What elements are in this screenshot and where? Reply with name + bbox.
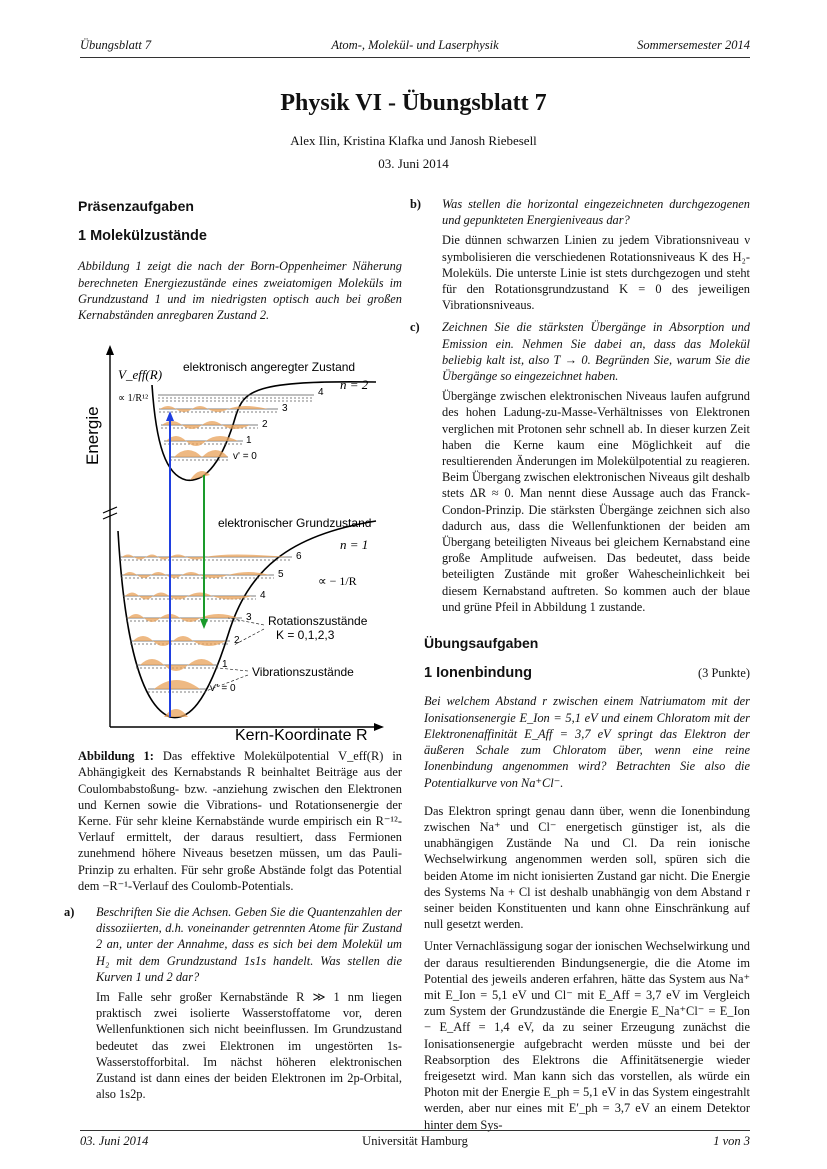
task-a-label: a) xyxy=(64,905,75,920)
header-center: Atom-, Molekül- und Laserphysik xyxy=(331,38,499,52)
r1-label: ∝ − 1/R xyxy=(318,574,357,589)
figure-potential-curves xyxy=(78,335,402,740)
task-b-label: b) xyxy=(410,197,422,211)
absorption-arrow-icon xyxy=(166,411,174,421)
label-leader-lines xyxy=(206,618,264,691)
header-left: Übungsblatt 7 xyxy=(80,38,152,52)
upper-potential-curve xyxy=(152,382,376,480)
upper-wavefunctions xyxy=(160,406,268,480)
emission-arrow-icon xyxy=(200,619,208,629)
task-b-answer: Die dünnen schwarzen Linien zu jedem Vibrationsniveau ν symbolisieren die verschiedenen Rotationsniveaus K des H₂-Moleküls. Die unterste Linie ist stets durchgezogen und steht für den Rotationsgrundzustand K = 0 des jeweiligen Vibrationsniveaus. xyxy=(442,233,750,313)
figure-caption xyxy=(78,748,402,894)
task-b-question: Was stellen die horizontal eingezeichneten durchgezogenen und gepunkteten Energieniveaus dar? xyxy=(442,197,750,228)
praesenz-heading: Präsenzaufgaben xyxy=(78,198,194,214)
section-1-heading: 1 Molekülzustände xyxy=(78,228,207,245)
task-c-question: Zeichnen Sie die stärksten Übergänge in Absorption und Emission ein. Nehmen Sie dabei an, dass das Molekül beliebig kalt ist, also T → 0. Begründen Sie, warum Sie die Übergänge so eingezeichnet haben. xyxy=(442,320,750,384)
ionenbindung-answer-2: Unter Vernachlässigung sogar der ionischen Wechselwirkung und der daraus resultierenden Bindungsenergie, die die Atome im Potential des jeweils anderen erfahren, hätte das System aus Na⁺ mit E_Ion = 5,1 eV und Cl⁻ mit E_Aff = 3,7 eV im Vergleich zum System der Grundzustände die Energie E_Na⁺Cl⁻ = E_Ion − E_Aff = 1,4 eV, da zu seiner Erzeugung zunächst die Ionisationsenergie aufgebracht werden müsste und bei der Reabsorption des Elektrons die Affinitätsenergie wieder freigesetzt wird. Man kann sich das vorstellen, als würde ein Photon mit der Energie E_ph = 5,1 eV in das System eingestrahlt werden, aber nur eines mit E′_ph = 3,7 eV an einem Detektor hinter dem Sys- xyxy=(424,939,750,1132)
uebung-heading: Übungsaufgaben xyxy=(424,635,539,652)
x-axis-arrow-icon xyxy=(374,723,384,731)
lower-level-label: 4 xyxy=(260,590,266,602)
ionenbindung-heading: 1 Ionenbindung xyxy=(424,665,532,682)
left-column xyxy=(64,196,402,1108)
page-title: Physik VI - Übungsblatt 7 xyxy=(280,90,547,116)
lower-level-label: 2 xyxy=(234,635,240,647)
lower-level-label: 3 xyxy=(246,612,252,624)
task-c-answer: Übergänge zwischen elektronischen Niveaus laufen aufgrund des hohen Ladung-zu-Masse-Verhältnisses von Elektronen verglichen mit Protonen sehr schnell ab. In dieser kurzen Zeit haben die Kerne kaum eine Möglichkeit auf die resultierenden Änderungen im Molekülpotential zu reagieren. Beim Übergang zwischen elektronischen Niveaus gilt deshalb stets ΔR ≈ 0. Man nennt diese Aussage auch das Franck-Condon-Prinzip. Die stärksten Übergänge zeichnen sich also dadurch aus, dass die Wellenfunktionen der beiden am Übergang beteiligten Niveaus bei gleichem Kernabstand eine große Amplitude aufweisen. Das bedeutet, dass beide beteiligten Zustände mit großer Wahescheinlichkeit bei diesem Kernabstand auftreten. So kommen auch der blaue und grüne Pfeil in Abbildung 1 zustande. xyxy=(442,389,750,614)
task-c xyxy=(410,319,750,615)
upper-level-label: v' = 0 xyxy=(233,451,257,463)
authors: Alex Ilin, Kristina Klafka und Janosh Riebesell xyxy=(290,133,537,148)
upper-level-label: 2 xyxy=(262,419,268,431)
task-a xyxy=(64,904,402,1102)
footer-center: Universität Hamburg xyxy=(362,1134,468,1148)
upper-level-label: 1 xyxy=(246,435,252,447)
section-1-intro: Abbildung 1 zeigt die nach der Born-Oppenheimer Näherung berechneten Energiezustände eines zweiatomigen Moleküls im Grundzustand 1 und im niedrigsten optisch auch bei großen Kernabständen anregbaren Zustand 2. xyxy=(78,259,402,323)
ionenbindung-answer-1: Das Elektron springt genau dann über, wenn die Ionenbindung zwischen Na⁺ und Cl⁻ energetisch günstiger ist, als die unabhängigen Zustände Na und Cl. Da rein ionische Wechselwirkung angenommen werden soll, spüren sich die beiden Atome im nicht ionisierten Zustand gar nicht. Die Energie des Systems Na + Cl ist deshalb unabhängig von dem Abstand r seiner beiden Konstituenten und kann ohne Einschränkung auf null gesetzt werden. xyxy=(424,803,750,932)
header-right: Sommersemester 2014 xyxy=(637,38,750,52)
y-axis-arrow-icon xyxy=(106,345,114,355)
page-footer xyxy=(80,1134,750,1152)
veff-label: V_eff(R) xyxy=(118,367,163,383)
vibration-label: Vibrationszustände xyxy=(252,665,354,680)
upper-state-label: elektronisch angeregter Zustand xyxy=(183,360,356,375)
task-c-label: c) xyxy=(410,320,420,335)
x-axis-label: Kern-Koordinate R xyxy=(235,727,368,741)
header-rule xyxy=(80,57,750,58)
lower-n-label: n = 1 xyxy=(340,537,369,553)
r12-label: ∝ 1/R¹² xyxy=(118,393,149,405)
lower-state-label: elektronischer Grundzustand xyxy=(218,516,372,531)
date: 03. Juni 2014 xyxy=(378,156,449,171)
footer-right: 1 von 3 xyxy=(713,1134,750,1148)
task-a-answer: Im Falle sehr großer Kernabstände R ≫ 1 nm liegen praktisch zwei isolierte Wasserstoffatome vor, deren Wellenfunktionen sich nicht beeinflussen. Im Grundzustand bedeutet das zwei Elektronen im ungestörten 1s-Wasserstofforbital. Im nächst höheren elektronischen Zustand ist dann eines der beiden Elektronen im 2p-Orbital, also 1s2p. xyxy=(96,990,402,1102)
caption-label: Abbildung 1: xyxy=(78,749,154,764)
task-b xyxy=(410,196,750,313)
footer-rule xyxy=(80,1130,750,1131)
lower-level-label: v" = 0 xyxy=(210,683,236,695)
lower-level-label: 1 xyxy=(222,659,228,671)
ionenbindung-heading-row xyxy=(424,665,750,681)
right-column xyxy=(410,196,750,1139)
figure-svg xyxy=(78,335,402,740)
upper-level-label: 4 xyxy=(318,387,324,399)
y-axis-label: Energie xyxy=(83,406,102,466)
task-a-question: Beschriften Sie die Achsen. Geben Sie die Quantenzahlen der dissoziierten, d.h. voneinander getrennten Atome für Zustand 2 an, unter der Annahme, dass es sich bei dem Molekül um H₂ mit dem Grundzustand 1s1s handelt. Was stellen die Kurven 1 und 2 dar? xyxy=(96,905,402,984)
points-label: (3 Punkte) xyxy=(698,666,750,681)
running-header xyxy=(80,38,750,56)
rotation-k-label: K = 0,1,2,3 xyxy=(276,628,335,643)
ionenbindung-question: Bei welchem Abstand r zwischen einem Natriumatom mit der Ionisationsenergie E_Ion = 5,1 eV und einem Chloratom mit der Elektronenaffinität E_Aff = 3,7 eV springt das Elektron der äußeren Schale zum Chloratom über, wenn eine reine Ionenbindung angenommen wird? Betrachten Sie also die Potentialkurve von Na⁺Cl⁻. xyxy=(424,694,750,790)
lower-level-label: 5 xyxy=(278,569,284,581)
upper-n-label: n = 2 xyxy=(340,377,369,393)
footer-left: 03. Juni 2014 xyxy=(80,1134,149,1148)
lower-level-label: 6 xyxy=(296,551,302,563)
caption-text: Das effektive Molekülpotential V_eff(R) in Abhängigkeit des Kernabstands R beinhaltet Beiträge aus der Coulombabstoßung- bzw. -anziehung zwischen den Elektronen und Kernen sowie die Vibrations- und Rotationsenergie der Kerne. Für sehr kleine Kernabstände wurde empirisch ein R⁻¹²-Verlauf ermittelt, der daraus resultiert, dass Fermionen zunehmend höhere Niveaus besetzen müssen, um das Pauli-Prinzip zu erhalten. Für sehr große Abstände folgt das Potential dem −R⁻¹-Verlauf des Coulomb-Potentials. xyxy=(78,749,402,893)
rotation-label: Rotationszustände xyxy=(268,614,368,629)
upper-level-label: 3 xyxy=(282,403,288,415)
